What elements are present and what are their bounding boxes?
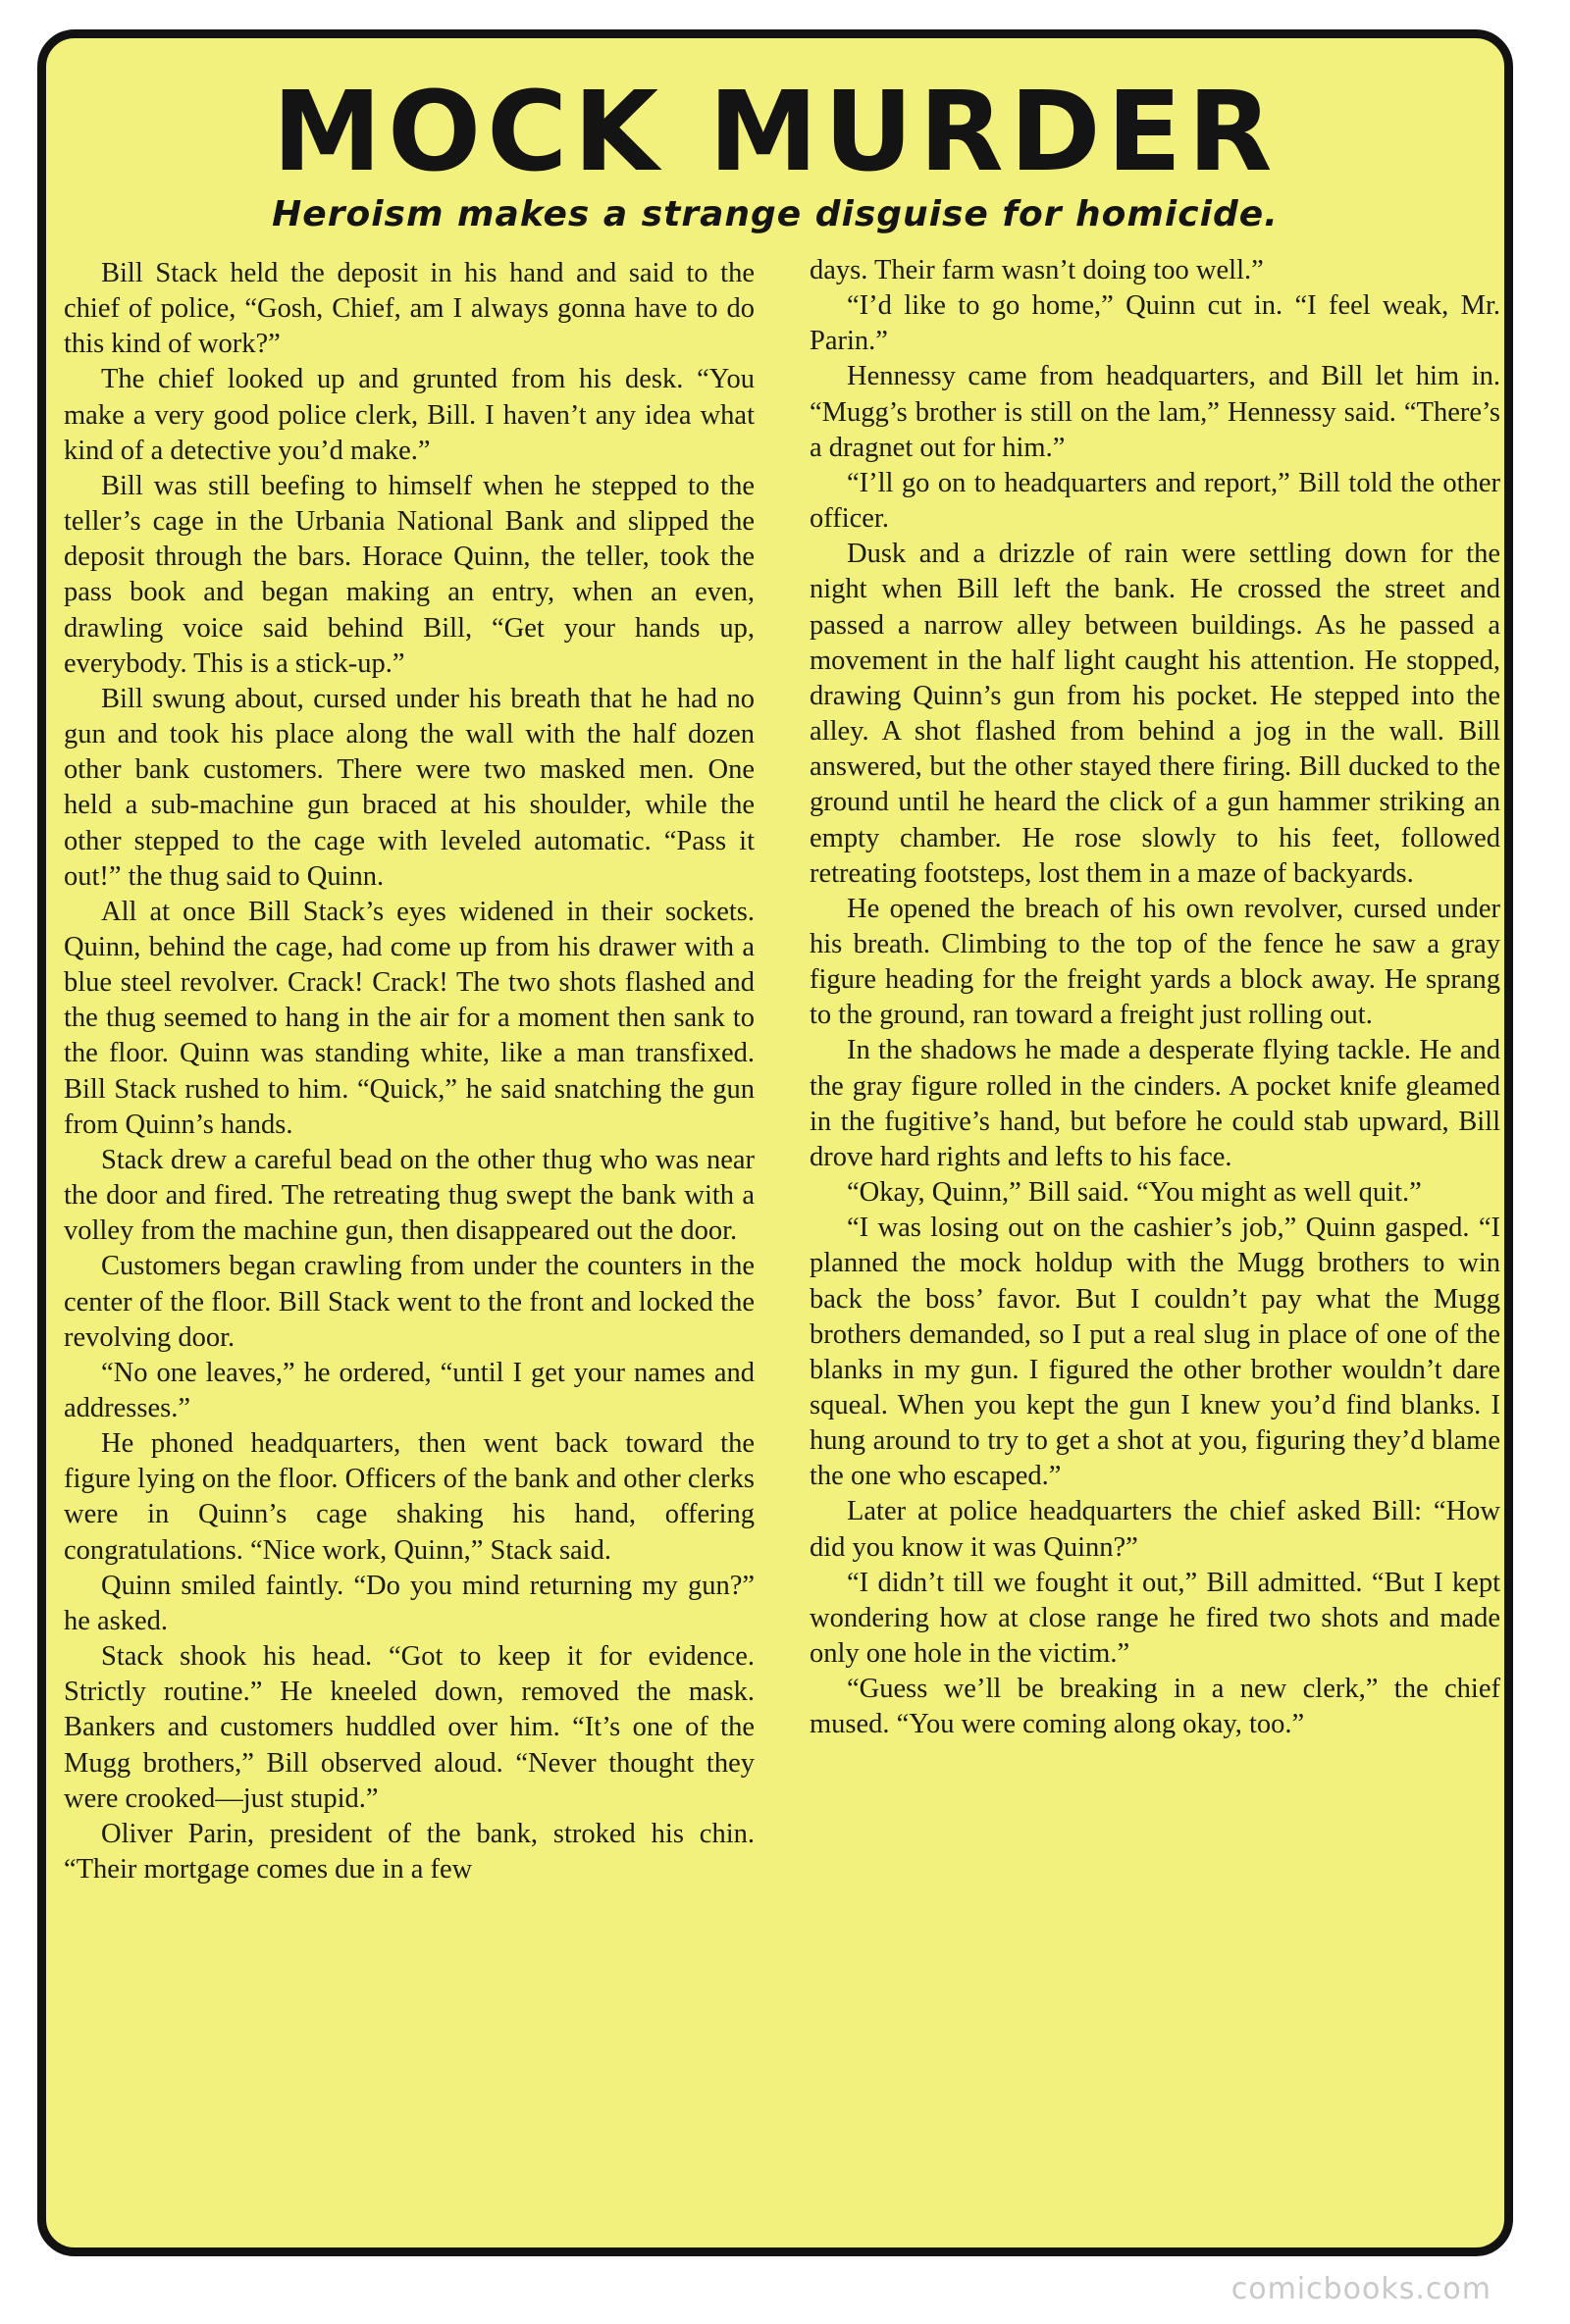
paragraph: Bill was still beefing to himself when he stepped to the teller’s cage in the Urbania National Bank and slipped the deposit through the bars. Horace Quinn, the teller, took the pass book and began making an entry, when an even, drawling voice said behind Bill, “Get your hands up, everybody. This is a stick-up.” bbox=[64, 470, 755, 679]
paragraph: Bill swung about, cursed under his breath that he had no gun and took his place along the wall with the half dozen other bank customers. There were two masked men. One held a sub-machine gun braced at his shoulder, while the other stepped to the cage with leveled automatic. “Pass it out!” the thug said to Quinn. bbox=[64, 683, 755, 892]
paragraph: Hennessy came from headquarters, and Bill let him in. “Mugg’s brother is still on the lam,” Hennessy said. “There’s a dragnet out for him.” bbox=[810, 361, 1500, 463]
paragraph: Stack drew a careful bead on the other thug who was near the door and fired. The retreating thug swept the bank with a volley from the machine gun, then disappeared out the door. bbox=[64, 1144, 755, 1247]
paragraph: Quinn smiled faintly. “Do you mind returning my gun?” he asked. bbox=[64, 1570, 755, 1636]
paragraph: “Guess we’ll be breaking in a new clerk,” the chief mused. “You were coming along okay, too.” bbox=[810, 1674, 1500, 1740]
paragraph: days. Their farm wasn’t doing too well.” bbox=[810, 255, 1264, 285]
watermark: comicbooks.com bbox=[1230, 2272, 1492, 2306]
paragraph: He opened the breach of his own revolver, cursed under his breath. Climbing to the top of the fence he saw a gray figure heading for the freight yards a block away. He sprang to the ground, ran toward a freight just rolling out. bbox=[810, 893, 1500, 1031]
paragraph: The chief looked up and grunted from his desk. “You make a very good police clerk, Bill. I haven’t any idea what kind of a detective you’d make.” bbox=[64, 364, 755, 466]
left-column bbox=[64, 256, 755, 1887]
paragraph: “I didn’t till we fought it out,” Bill admitted. “But I kept wondering how at close range he fired two shots and made only one hole in the victim.” bbox=[810, 1567, 1500, 1670]
story-panel bbox=[37, 29, 1513, 2256]
story-title: MOCK MURDER bbox=[272, 69, 1279, 196]
paragraph: “I’ll go on to headquarters and report,” Bill told the other officer. bbox=[810, 467, 1500, 535]
right-column bbox=[810, 253, 1500, 1743]
paragraph: “No one leaves,” he ordered, “until I get your names and addresses.” bbox=[64, 1357, 755, 1423]
story-subtitle: Heroism makes a strange disguise for homicide. bbox=[272, 194, 1279, 234]
paragraph: Customers began crawling from under the counters in the center of the floor. Bill Stack went to the front and locked the revolving door. bbox=[64, 1251, 755, 1353]
paragraph: In the shadows he made a desperate flying tackle. He and the gray figure rolled in the cinders. A pocket knife gleamed in the fugitive’s hand, but before he could stab upward, Bill drove hard rights and lefts to his face. bbox=[810, 1035, 1500, 1172]
paragraph: “Okay, Quinn,” Bill said. “You might as well quit.” bbox=[847, 1177, 1422, 1209]
paragraph: Stack shook his head. “Got to keep it for evidence. Strictly routine.” He kneeled down, removed the mask. Bankers and customers huddled over him. “It’s one of the Mugg brothers,” Bill observed aloud. “Never thought they were crooked—just stupid.” bbox=[64, 1641, 755, 1814]
paragraph: “I was losing out on the cashier’s job,” Quinn gasped. “I planned the mock holdup with the Mugg brothers to win back the boss’ favor. But I couldn’t pay what the Mugg brothers demanded, so I put a real slug in place of one of the blanks in my gun. I figured the other brother wouldn’t dare squeal. When you kept the gun I knew you’d find blanks. I hung around to try to get a shot at you, figuring they’d blame the one who escaped.” bbox=[810, 1213, 1500, 1492]
paragraph: “I’d like to go home,” Quinn cut in. “I feel weak, Mr. Parin.” bbox=[810, 290, 1500, 357]
paragraph: Dusk and a drizzle of rain were settling down for the night when Bill left the bank. He crossed the street and passed a narrow alley between buildings. As he passed a movement in the half light caught his attention. He stopped, drawing Quinn’s gun from his pocket. He stepped into the alley. A shot flashed from behind a jog in the wall. Bill answered, but the other stayed there firing. Bill ducked to the ground until he heard the click of a gun hammer striking an empty chamber. He rose slowly to his feet, followed retreating footsteps, lost them in a maze of backyards. bbox=[810, 539, 1500, 889]
paragraph: Bill Stack held the deposit in his hand and said to the chief of police, “Gosh, Chief, am I always gonna have to do this kind of work?” bbox=[64, 258, 755, 360]
paragraph: All at once Bill Stack’s eyes widened in their sockets. Quinn, behind the cage, had come up from his drawer with a blue steel revolver. Crack! Crack! The two shots flashed and the thug seemed to hang in the air for a moment then sank to the floor. Quinn was standing white, like a man transfixed. Bill Stack rushed to him. “Quick,” he said snatching the gun from Quinn’s hands. bbox=[64, 896, 755, 1140]
paragraph: He phoned headquarters, then went back toward the figure lying on the floor. Officers of the bank and other clerks were in Quinn’s cage shaking his hand, offering congratulations. “Nice work, Quinn,” Stack said. bbox=[64, 1428, 755, 1566]
paragraph: Oliver Parin, president of the bank, stroked his chin. “Their mortgage comes due in a few bbox=[64, 1818, 755, 1885]
paragraph: Later at police headquarters the chief asked Bill: “How did you know it was Quinn?” bbox=[810, 1496, 1500, 1563]
